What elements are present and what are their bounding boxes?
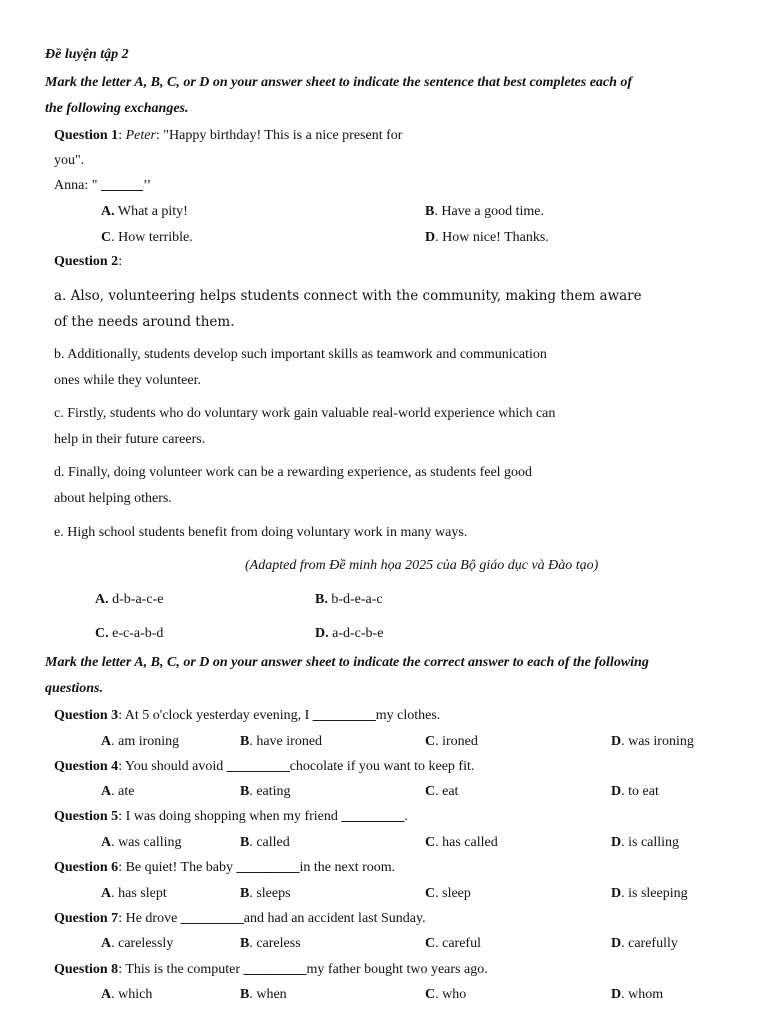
- speaker-name: Peter: [125, 128, 156, 143]
- option-d: [611, 935, 678, 953]
- option-letter: D: [611, 886, 622, 901]
- question-text-end: and had an accident last Sunday.: [243, 911, 426, 926]
- option-text: . to eat: [621, 784, 659, 799]
- answer-blank: _________: [226, 759, 290, 774]
- option-text: . was ironing: [621, 734, 694, 749]
- option-c: [425, 733, 478, 751]
- question-label: Question 1: [54, 128, 119, 143]
- question-text-end: my father bought two years ago.: [306, 962, 488, 977]
- sentence-e-line-1: e. High school students benefit from doing voluntary work in many ways.: [54, 525, 468, 540]
- question-text: : This is the computer: [118, 962, 244, 977]
- option-text: . carelessly: [111, 936, 174, 951]
- question-text-end: in the next room.: [299, 860, 396, 875]
- question-label: Question 6: [54, 860, 119, 875]
- option-letter: A.: [101, 204, 115, 219]
- question-5-stem: [54, 808, 408, 826]
- option-text: . am ironing: [111, 734, 180, 749]
- option-letter: B: [425, 204, 435, 219]
- question-6-stem: [54, 859, 395, 877]
- option-text: . whom: [621, 987, 664, 1002]
- option-text: e-c-a-b-d: [108, 626, 164, 641]
- option-c: [101, 229, 193, 247]
- option-letter: C: [425, 987, 436, 1002]
- option-text: a-d-c-b-e: [328, 626, 384, 641]
- option-b: [240, 885, 291, 903]
- option-b: [240, 986, 287, 1004]
- response-suffix: ’’: [142, 178, 152, 193]
- option-letter: C: [425, 734, 436, 749]
- question-text-end: chocolate if you want to keep fit.: [289, 759, 475, 774]
- option-text: . ironed: [435, 734, 478, 749]
- option-d: [611, 986, 663, 1004]
- question-3-stem: [54, 707, 440, 725]
- option-letter: A: [101, 734, 112, 749]
- answer-blank: _________: [312, 708, 376, 723]
- question-text-end: my clothes.: [375, 708, 441, 723]
- option-letter: B: [240, 734, 250, 749]
- option-letter: B.: [315, 592, 328, 607]
- sentence-d-line-1: d. Finally, doing volunteer work can be a rewarding experience, as students feel good: [54, 465, 533, 480]
- question-label: Question 3: [54, 708, 119, 723]
- option-text: b-d-e-a-c: [327, 592, 383, 607]
- option-text: . carefully: [621, 936, 678, 951]
- option-d: [611, 885, 688, 903]
- instruction-2-line-2: questions.: [45, 681, 103, 696]
- option-d: [611, 834, 679, 852]
- option-letter: A.: [95, 592, 109, 607]
- response-prefix: Anna: ": [54, 178, 101, 193]
- option-text: . Have a good time.: [434, 204, 544, 219]
- option-text: . sleeps: [249, 886, 291, 901]
- option-text: . eating: [249, 784, 291, 799]
- option-text: . who: [435, 987, 467, 1002]
- option-a: [101, 885, 167, 903]
- option-text: . when: [249, 987, 287, 1002]
- option-d: [425, 229, 549, 247]
- option-letter: B: [240, 886, 250, 901]
- question-1-stem: [54, 127, 402, 145]
- option-text: d-b-a-c-e: [108, 592, 164, 607]
- option-a: [101, 935, 173, 953]
- option-a: [101, 986, 152, 1004]
- option-letter: C.: [95, 626, 109, 641]
- option-c: [425, 783, 458, 801]
- page-title: Đề luyện tập 2: [45, 47, 129, 62]
- option-b: [240, 935, 301, 953]
- sentence-a-line-2: of the needs around them.: [54, 314, 235, 330]
- sentence-a-line-1: a. Also, volunteering helps students connect with the community, making them aware: [54, 288, 642, 304]
- option-letter: A: [101, 835, 112, 850]
- option-letter: B: [240, 835, 250, 850]
- option-letter: C: [425, 936, 436, 951]
- option-b: [240, 733, 322, 751]
- option-letter: D: [611, 936, 622, 951]
- option-c: [95, 625, 163, 643]
- option-b: [240, 834, 290, 852]
- option-text: . ate: [111, 784, 135, 799]
- option-text: . How nice! Thanks.: [435, 230, 549, 245]
- sentence-d-line-2: about helping others.: [54, 491, 172, 506]
- sentence-c-line-1: c. Firstly, students who do voluntary work gain valuable real-world experience which can: [54, 406, 556, 421]
- option-text: . was calling: [111, 835, 182, 850]
- option-letter: C: [425, 835, 436, 850]
- question-text: : You should avoid: [118, 759, 227, 774]
- option-c: [425, 834, 498, 852]
- option-b: [240, 783, 291, 801]
- option-c: [425, 986, 466, 1004]
- question-text: : "Happy birthday! This is a nice present for: [155, 128, 403, 143]
- instruction-2-line-1: Mark the letter A, B, C, or D on your answer sheet to indicate the correct answer to each of the following: [45, 655, 649, 670]
- option-text: . careful: [435, 936, 481, 951]
- answer-blank: _________: [236, 860, 300, 875]
- option-a: [101, 834, 182, 852]
- option-letter: C: [101, 230, 112, 245]
- option-text: . sleep: [435, 886, 471, 901]
- option-letter: D: [611, 987, 622, 1002]
- option-letter: B: [240, 987, 250, 1002]
- question-text: : I was doing shopping when my friend: [118, 809, 342, 824]
- separator: :: [118, 128, 126, 143]
- option-letter: A: [101, 987, 112, 1002]
- separator: :: [118, 254, 123, 269]
- option-letter: B: [240, 936, 250, 951]
- answer-blank: ______: [100, 178, 143, 193]
- option-letter: C: [425, 784, 436, 799]
- sentence-c-line-2: help in their future careers.: [54, 432, 206, 447]
- option-a: [95, 591, 163, 609]
- option-letter: D: [611, 784, 622, 799]
- option-letter: D: [425, 230, 436, 245]
- answer-blank: _________: [180, 911, 244, 926]
- question-text: : At 5 o'clock yesterday evening, I: [118, 708, 313, 723]
- option-letter: D: [611, 734, 622, 749]
- option-text: . is sleeping: [621, 886, 688, 901]
- source-note: (Adapted from Đề minh họa 2025 của Bộ giáo dục và Đào tạo): [245, 558, 599, 573]
- question-text: : He drove: [118, 911, 181, 926]
- question-label: Question 2: [54, 254, 119, 269]
- question-4-stem: [54, 758, 474, 776]
- option-text: . How terrible.: [111, 230, 193, 245]
- option-letter: A: [101, 784, 112, 799]
- instruction-1-line-1: Mark the letter A, B, C, or D on your answer sheet to indicate the sentence that best completes each of: [45, 75, 633, 90]
- option-a: [101, 203, 188, 221]
- question-label: Question 8: [54, 962, 119, 977]
- option-text: . has slept: [111, 886, 167, 901]
- question-2-header: [54, 253, 122, 271]
- option-a: [101, 733, 179, 751]
- sentence-b-line-2: ones while they volunteer.: [54, 373, 201, 388]
- option-c: [425, 885, 471, 903]
- option-letter: D: [611, 835, 622, 850]
- option-d: [611, 733, 694, 751]
- option-d: [315, 625, 383, 643]
- option-text: . careless: [249, 936, 301, 951]
- option-letter: C: [425, 886, 436, 901]
- question-label: Question 4: [54, 759, 119, 774]
- answer-blank: _________: [243, 962, 307, 977]
- option-a: [101, 783, 134, 801]
- option-d: [611, 783, 659, 801]
- option-text: . called: [249, 835, 290, 850]
- option-b: [315, 591, 383, 609]
- question-text-end: .: [404, 809, 408, 824]
- option-letter: A: [101, 936, 112, 951]
- option-text: . have ironed: [249, 734, 323, 749]
- option-letter: D.: [315, 626, 329, 641]
- option-letter: B: [240, 784, 250, 799]
- option-text: . eat: [435, 784, 459, 799]
- option-text: What a pity!: [114, 204, 188, 219]
- question-1-stem-line-2: you".: [54, 153, 85, 168]
- option-text: . is calling: [621, 835, 680, 850]
- option-c: [425, 935, 481, 953]
- option-b: [425, 203, 544, 221]
- question-1-response: [54, 177, 151, 195]
- option-text: . which: [111, 987, 153, 1002]
- instruction-1-line-2: the following exchanges.: [45, 101, 189, 116]
- question-label: Question 7: [54, 911, 119, 926]
- option-letter: A: [101, 886, 112, 901]
- answer-blank: _________: [341, 809, 405, 824]
- sentence-b-line-1: b. Additionally, students develop such important skills as teamwork and communication: [54, 347, 547, 362]
- option-text: . has called: [435, 835, 498, 850]
- question-8-stem: [54, 961, 488, 979]
- question-label: Question 5: [54, 809, 119, 824]
- question-7-stem: [54, 910, 426, 928]
- question-text: : Be quiet! The baby: [118, 860, 237, 875]
